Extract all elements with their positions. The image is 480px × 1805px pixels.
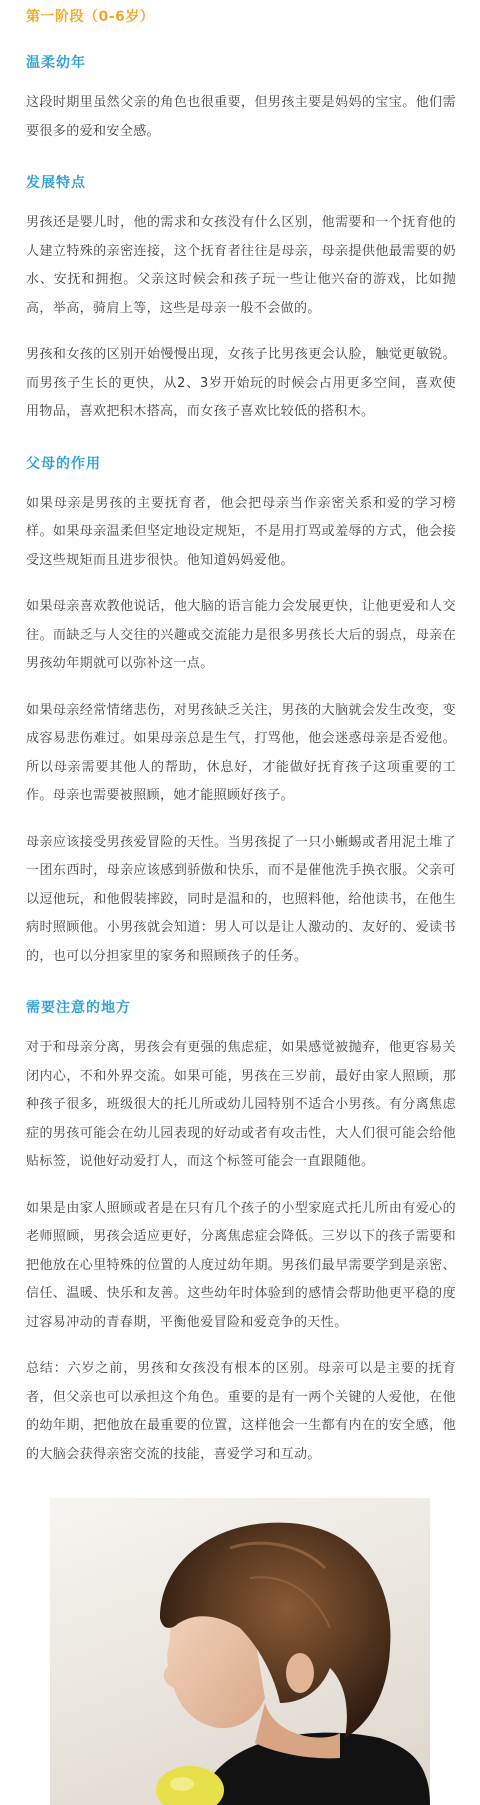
paragraph: 男孩还是婴儿时，他的需求和女孩没有什么区别，他需要和一个抚育他的人建立特殊的亲密连接，这个抚育者往往是母亲，母亲提供他最需要的奶水、安抚和拥抱。父亲这时候会和孩子玩一些让他兴奋的游戏，比如抛高，举高，骑肩上等，这些是母亲一般不会做的。 bbox=[26, 215, 456, 316]
section-gentle-infancy bbox=[26, 52, 456, 146]
paragraph: 这段时期里虽然父亲的角色也很重要，但男孩主要是妈妈的宝宝。他们需要很多的爱和安全感。 bbox=[26, 95, 456, 139]
paragraph: 如果母亲经常情绪悲伤，对男孩缺乏关注，男孩的大脑就会发生改变，变成容易悲伤难过。如果母亲总是生气，打骂他，他会迷惑母亲是否爱他。所以母亲需要其他人的帮助，休息好，才能做好抚育孩子这项重要的工作。母亲也需要被照顾，她才能照顾好孩子。 bbox=[26, 702, 456, 803]
paragraph: 男孩和女孩的区别开始慢慢出现，女孩子比男孩更会认脸，触觉更敏锐。而男孩子生长的更快，从2、3岁开始玩的时候会占用更多空间，喜欢使用物品，喜欢把积木搭高，而女孩子喜欢比较低的搭积木。 bbox=[26, 347, 456, 419]
paragraph: 如果是由家人照顾或者是在只有几个孩子的小型家庭式托儿所由有爱心的老师照顾，男孩会适应更好，分离焦虑症会降低。三岁以下的孩子需要和把他放在心里特殊的位置的人度过幼年期。男孩们最早需要学到是亲密、信任、温暖、快乐和友善。这些幼年时体验到的感情会帮助他更平稳的度过容易冲动的青春期，平衡他爱冒险和爱竞争的天性。 bbox=[26, 1200, 456, 1330]
section-heading: 需要注意的地方 bbox=[26, 1000, 131, 1016]
stage-title: 第一阶段（0-6岁） bbox=[26, 9, 155, 25]
paragraph: 如果母亲喜欢教他说话，他大脑的语言能力会发展更快，让他更爱和人交往。而缺乏与人交往的兴趣或交流能力是很多男孩长大后的弱点，母亲在男孩幼年期就可以弥补这一点。 bbox=[26, 599, 456, 671]
section-heading: 发展特点 bbox=[26, 175, 86, 191]
section-parents-role bbox=[26, 453, 456, 972]
toddler-photo bbox=[50, 1498, 430, 1805]
section-heading: 父母的作用 bbox=[26, 455, 101, 472]
paragraph: 总结：六岁之前，男孩和女孩没有根本的区别。母亲可以是主要的抚育者，但父亲也可以承担这个角色。重要的是有一两个关键的人爱他，在他的幼年期，把他放在最重要的位置，这样他会一生都有内在的安全感，他的大脑会获得亲密交流的技能，喜爱学习和互动。 bbox=[26, 1361, 456, 1462]
section-development bbox=[26, 172, 456, 427]
paragraph: 对于和母亲分离，男孩会有更强的焦虑症，如果感觉被抛弃，他更容易关闭内心，不和外界交流。如果可能，男孩在三岁前，最好由家人照顾，那种孩子很多，班级很大的托儿所或幼儿园特别不适合小男孩。有分离焦虑症的男孩可能会在幼儿园表现的好动或者有攻击性，大人们很可能会给他贴标签，说他好动爱打人，而这个标签可能会一直跟随他。 bbox=[26, 1040, 456, 1169]
section-heading: 温柔幼年 bbox=[26, 55, 86, 71]
paragraph: 如果母亲是男孩的主要抚育者，他会把母亲当作亲密关系和爱的学习榜样。如果母亲温柔但坚定地设定规矩，不是用打骂或羞辱的方式，他会接受这些规矩而且进步很快。他知道妈妈爱他。 bbox=[26, 495, 456, 568]
toddler-illustration bbox=[50, 1498, 430, 1805]
section-attention-points bbox=[26, 997, 456, 1469]
paragraph: 母亲应该接受男孩爱冒险的天性。当男孩捉了一只小蜥蜴或者用泥土堆了一团东西时，母亲应该感到骄傲和快乐，而不是催他洗手换衣服。父亲可以逗他玩，和他假装摔跤，同时是温和的，也照料他，给他读书，在他生病时照顾他。小男孩就会知道：男人可以是让人激动的、友好的、爱读书的，也可以分担家里的家务和照顾孩子的任务。 bbox=[26, 834, 456, 964]
